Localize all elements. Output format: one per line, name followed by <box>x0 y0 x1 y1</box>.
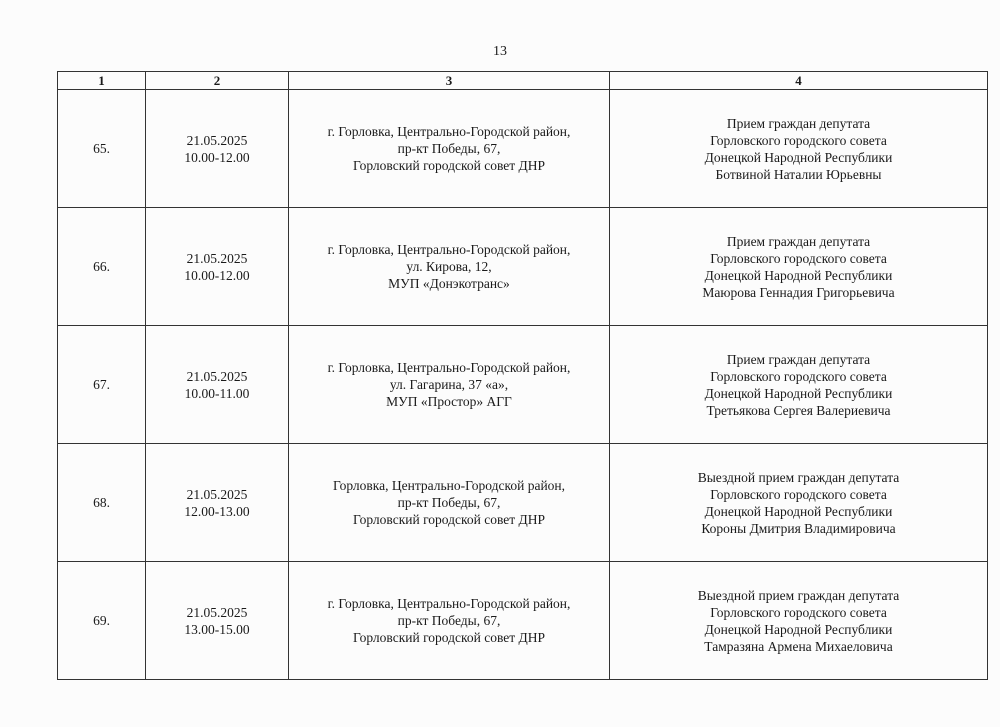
address-line: пр-кт Победы, 67, <box>397 613 501 628</box>
date-time-cell <box>146 562 289 680</box>
table-row <box>58 444 988 562</box>
address-line: Горловка, Центрально-Городской район, <box>332 478 566 493</box>
row-number: 69. <box>58 562 146 680</box>
event-line: Донецкой Народной Республики <box>704 503 893 519</box>
column-header-1: 1 <box>58 72 146 90</box>
event-line: Донецкой Народной Республики <box>704 149 893 165</box>
event-line: Третьякова Сергея Валериевича <box>706 402 891 418</box>
event-line: Прием граждан депутата <box>726 233 871 249</box>
event-line: Выездной прием граждан депутата <box>697 469 900 485</box>
row-number: 67. <box>58 326 146 444</box>
date-time-cell <box>146 208 289 326</box>
date-time-cell <box>146 326 289 444</box>
event-cell <box>610 562 988 680</box>
event-cell <box>610 444 988 562</box>
row-number: 68. <box>58 444 146 562</box>
address-line: МУП «Донэкотранс» <box>388 276 510 291</box>
event-line: Горловского городского совета <box>710 132 887 148</box>
address-line: пр-кт Победы, 67, <box>397 141 501 156</box>
schedule-table <box>57 71 988 680</box>
event-line: Прием граждан депутата <box>726 351 871 367</box>
event-line: Донецкой Народной Республики <box>704 385 893 401</box>
page-number: 13 <box>493 44 507 59</box>
event-line: Горловского городского совета <box>710 250 887 266</box>
date-time-cell <box>146 444 289 562</box>
event-line: Ботвиной Наталии Юрьевны <box>715 166 882 182</box>
address-line: ул. Гагарина, 37 «а», <box>389 377 509 392</box>
address-line: Горловский городской совет ДНР <box>352 158 545 173</box>
row-number: 65. <box>58 90 146 208</box>
event-line: Короны Дмитрия Владимировича <box>701 520 896 536</box>
time: 10.00-12.00 <box>184 267 250 283</box>
event-line: Горловского городского совета <box>710 604 887 620</box>
event-line: Тамразяна Армена Михаеловича <box>704 638 893 654</box>
address-line: г. Горловка, Центрально-Городской район, <box>327 596 571 611</box>
event-line: Горловского городского совета <box>710 368 887 384</box>
date: 21.05.2025 <box>186 132 248 148</box>
address-line: Горловский городской совет ДНР <box>352 630 545 645</box>
time: 10.00-11.00 <box>184 385 250 401</box>
address-line: ул. Кирова, 12, <box>406 259 492 274</box>
table-row <box>58 326 988 444</box>
address-line: пр-кт Победы, 67, <box>397 495 501 510</box>
event-line: Маюрова Геннадия Григорьевича <box>702 284 895 300</box>
event-line: Горловского городского совета <box>710 486 887 502</box>
column-header-4: 4 <box>610 72 988 90</box>
event-line: Выездной прием граждан депутата <box>697 587 900 603</box>
address-line: г. Горловка, Центрально-Городской район, <box>327 242 571 257</box>
column-header-3: 3 <box>289 72 610 90</box>
address-line: МУП «Простор» АГГ <box>386 394 512 409</box>
date: 21.05.2025 <box>186 368 248 384</box>
table-row <box>58 562 988 680</box>
time: 13.00-15.00 <box>184 621 250 637</box>
header-row <box>58 72 988 90</box>
date: 21.05.2025 <box>186 486 248 502</box>
address-line: г. Горловка, Центрально-Городской район, <box>327 360 571 375</box>
address-cell <box>289 208 610 326</box>
address-cell <box>289 444 610 562</box>
table-row <box>58 90 988 208</box>
event-line: Прием граждан депутата <box>726 115 871 131</box>
time: 10.00-12.00 <box>184 149 250 165</box>
table-row <box>58 208 988 326</box>
address-line: Горловский городской совет ДНР <box>352 512 545 527</box>
event-line: Донецкой Народной Республики <box>704 621 893 637</box>
event-line: Донецкой Народной Республики <box>704 267 893 283</box>
event-cell <box>610 326 988 444</box>
date-time-cell <box>146 90 289 208</box>
address-cell <box>289 326 610 444</box>
event-cell <box>610 208 988 326</box>
column-header-2: 2 <box>146 72 289 90</box>
time: 12.00-13.00 <box>184 503 250 519</box>
date: 21.05.2025 <box>186 250 248 266</box>
row-number: 66. <box>58 208 146 326</box>
address-cell <box>289 562 610 680</box>
event-cell <box>610 90 988 208</box>
date: 21.05.2025 <box>186 604 248 620</box>
address-cell <box>289 90 610 208</box>
address-line: г. Горловка, Центрально-Городской район, <box>327 124 571 139</box>
